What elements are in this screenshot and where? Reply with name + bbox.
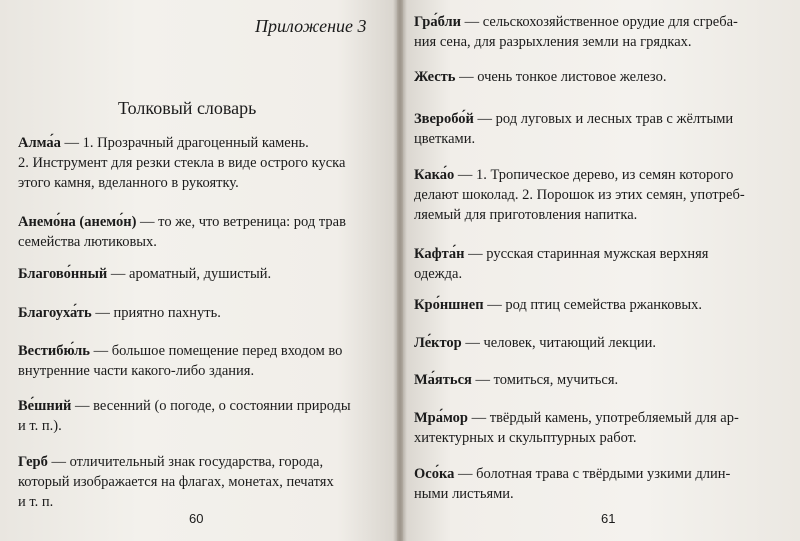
entry-headword: Зверобо́й [414, 111, 474, 127]
entry-definition: ными листьями. [414, 486, 514, 502]
entry-definition: который изображается на флагах, монетах, печатях [18, 474, 334, 490]
entry-definition: — ароматный, душистый. [107, 266, 272, 282]
entry-headword: Алма́а [18, 135, 61, 151]
entry-headword: Жесть [414, 69, 456, 85]
entry-headword: Герб [18, 454, 48, 470]
dictionary-entry [414, 67, 794, 87]
dictionary-entry [18, 212, 386, 252]
entry-headword: Осо́ка [414, 466, 455, 482]
dictionary-entry [414, 165, 794, 225]
right-page [403, 0, 800, 541]
entry-headword: Мра́мор [414, 410, 468, 426]
dictionary-entry [18, 396, 386, 436]
entry-definition: ляемый для приготовления напитка. [414, 207, 638, 223]
page-number: 61 [601, 511, 616, 526]
entry-definition: — приятно пахнуть. [91, 305, 221, 321]
dictionary-entry [18, 303, 386, 323]
dictionary-entry [414, 370, 794, 390]
entry-definition: — род луговых и лесных трав с жёлтыми [473, 111, 734, 127]
entry-definition: — большое помещение перед входом во [89, 343, 343, 359]
entry-headword: Кро́ншнеп [414, 297, 484, 313]
entry-definition: 2. Инструмент для резки стекла в виде острого куска [18, 155, 346, 171]
entry-definition: — весенний (о погоде, о состоянии природы [71, 398, 351, 414]
dictionary-entry [414, 244, 794, 284]
entry-definition: — то же, что ветреница: род трав [136, 214, 346, 230]
entry-definition: — русская старинная мужская верхняя [464, 246, 709, 262]
dictionary-entry [414, 333, 794, 353]
entry-definition: ния сена, для разрыхления земли на грядках. [414, 34, 692, 50]
entry-headword: Благово́нный [18, 266, 108, 282]
entry-headword: Ле́ктор [414, 335, 462, 351]
entry-definition: — 1. Прозрачный драгоценный камень. [60, 135, 309, 151]
entry-definition: делают шоколад. 2. Порошок из этих семян, употреб- [414, 187, 745, 203]
entry-definition: — человек, читающий лекции. [461, 335, 656, 351]
entry-definition: и т. п.). [18, 418, 62, 434]
entry-headword: Кафта́н [414, 246, 465, 262]
left-page [0, 0, 397, 541]
entry-definition: и т. п. [18, 494, 54, 510]
entry-definition: хитектурных и скульптурных работ. [414, 430, 637, 446]
entry-headword: Ве́шний [18, 398, 72, 414]
dictionary-entry [18, 341, 386, 381]
book-gutter [393, 0, 407, 541]
dictionary-entry [414, 109, 794, 149]
entry-definition: — сельскохозяйственное орудие для сгреба- [461, 14, 738, 30]
dictionary-entry [414, 295, 794, 315]
entry-definition: — очень тонкое листовое железо. [455, 69, 667, 85]
entry-definition: — 1. Тропическое дерево, из семян которого [454, 167, 734, 183]
dictionary-entry [18, 452, 386, 512]
dictionary-entry [414, 408, 794, 448]
entry-definition: одежда. [414, 266, 463, 282]
appendix-heading: Приложение 3 [255, 16, 367, 36]
entry-headword: Вестибю́ль [18, 343, 90, 359]
entry-headword: Благоуха́ть [18, 305, 92, 321]
dictionary-entry [414, 12, 794, 52]
entry-headword: Анемо́на (анемо́н) [18, 214, 137, 230]
dictionary-title: Толковый словарь [118, 98, 257, 118]
entry-definition: — род птиц семейства ржанковых. [483, 297, 703, 313]
entry-definition: внутренние части какого-либо здания. [18, 363, 255, 379]
page-number: 60 [189, 511, 204, 526]
dictionary-entry [414, 464, 794, 504]
entry-headword: Гра́бли [414, 14, 462, 30]
entry-headword: Ма́яться [414, 372, 472, 388]
entry-definition: — болотная трава с твёрдыми узкими длин- [454, 466, 731, 482]
entry-definition: семейства лютиковых. [18, 234, 157, 250]
entry-headword: Кака́о [414, 167, 455, 183]
dictionary-entry [18, 133, 386, 193]
dictionary-entry [18, 264, 386, 284]
entry-definition: — твёрдый камень, употребляемый для ар- [468, 410, 739, 426]
entry-definition: цветками. [414, 131, 476, 147]
entry-definition: — отличительный знак государства, города, [47, 454, 324, 470]
entry-definition: — томиться, мучиться. [471, 372, 619, 388]
entry-definition: этого камня, вделанного в рукоятку. [18, 175, 239, 191]
